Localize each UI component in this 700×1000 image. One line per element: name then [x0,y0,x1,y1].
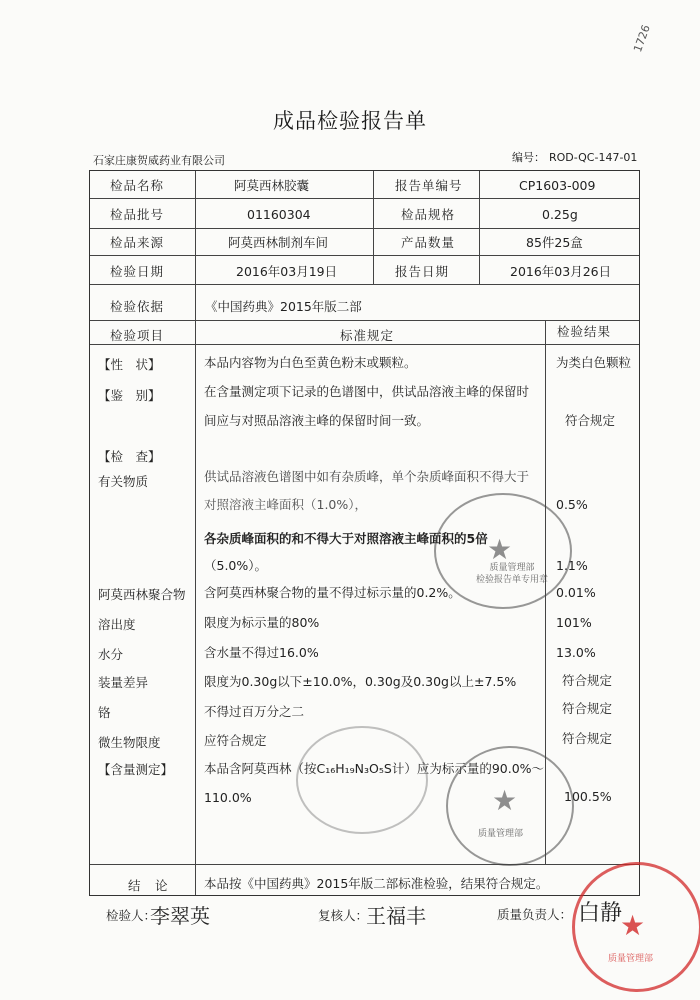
polymer-standard: 含阿莫西林聚合物的量不得过标示量的0.2%。 [204,585,461,600]
company-name: 石家庄康贺威药业有限公司 [93,154,225,167]
test-date-label: 检验日期 [110,264,165,279]
water-standard: 含水量不得过16.0% [204,645,319,660]
dissolution-standard: 限度为标示量的80% [204,615,320,630]
water-result: 13.0% [556,645,596,660]
related-standard-line-2: 对照溶液主峰面积（1.0%）， [204,497,368,512]
water-label: 水分 [98,647,124,662]
test-date-value: 2016年03月19日 [236,264,338,279]
document-number [512,149,641,165]
inspector-signature: 李翠英 [150,904,210,928]
quantity-label: 产品数量 [401,235,456,250]
column-header-standard: 标准规定 [340,328,395,343]
stamp-star-icon: ★ [492,784,518,817]
basis-value: 《中国药典》2015年版二部 [205,299,362,314]
conclusion-text: 本品按《中国药典》2015年版二部标准检验，结果符合规定。 [204,876,549,891]
product-name-label: 检品名称 [110,178,165,193]
product-name-value: 阿莫西林胶囊 [234,178,310,193]
assay-standard-line-1: 本品含阿莫西林（按C₁₆H₁₉N₃O₅S计）应为标示量的90.0%～ [204,761,545,776]
manager-label: 质量负责人： [497,907,573,922]
related-standard-line-3: 各杂质峰面积的和不得大于对照溶液主峰面积的5倍 [204,531,488,546]
chromium-result: 符合规定 [562,701,613,716]
microbial-limit-result: 符合规定 [562,731,613,746]
assay-result: 100.5% [564,789,612,804]
chromium-label: 铬 [98,705,111,720]
report-date-value: 2016年03月26日 [510,264,612,279]
related-standard-line-4: （5.0%）。 [204,558,268,573]
identification-label: 【鉴 别】 [98,388,161,403]
reviewer-label: 复核人： [318,908,369,923]
qa-stamp-text: 质量管理部 [478,829,524,839]
assay-label: 【含量测定】 [98,762,174,777]
batch-value: 01160304 [247,207,311,222]
weight-variation-label: 装量差异 [98,675,149,690]
manager-signature: 白静 [578,901,623,926]
polymer-result: 0.01% [556,585,596,600]
inspector-label: 检验人： [106,908,157,923]
spec-value: 0.25g [542,207,578,222]
appearance-result: 为类白色颗粒 [556,355,632,370]
report-no-label: 报告单编号 [395,178,463,193]
red-stamp-text: 质量管理部 [608,954,654,964]
report-no-value: CP1603-009 [519,178,596,193]
batch-label: 检品批号 [110,207,165,222]
reviewer-signature: 王福丰 [366,904,426,928]
source-label: 检品来源 [110,235,165,250]
basis-label: 检验依据 [110,299,165,314]
spec-label: 检品规格 [401,207,456,222]
chromium-standard: 不得过百万分之二 [204,704,305,719]
related-result-single: 0.5% [556,497,588,512]
weight-variation-result: 符合规定 [562,673,613,688]
column-header-result: 检验结果 [557,324,612,339]
stamp-star-icon: ★ [487,533,513,566]
identification-standard-line-1: 在含量测定项下记录的色谱图中，供试品溶液主峰的保留时 [204,384,530,399]
document-number-value: ROD-QC-147-01 [549,151,638,164]
source-value: 阿莫西林制剂车间 [228,235,329,250]
conclusion-label: 结 论 [128,878,169,893]
appearance-label: 【性 状】 [98,357,161,372]
page-number-note: 1726 [631,23,653,54]
polymer-label: 阿莫西林聚合物 [98,587,186,602]
dissolution-label: 溶出度 [98,617,136,632]
stamp-star-icon: ★ [620,909,646,942]
dissolution-result: 101% [556,615,592,630]
related-standard-line-1: 供试品溶液色谱图中如有杂质峰，单个杂质峰面积不得大于 [204,469,530,484]
quantity-value: 85件25盒 [526,235,583,250]
report-table [89,170,640,896]
related-result-total: 1.1% [556,558,588,573]
assay-standard-line-2: 110.0% [204,790,252,805]
appearance-standard: 本品内容物为白色至黄色粉末或颗粒。 [204,355,417,370]
related-substances-label: 有关物质 [98,474,149,489]
check-label: 【检 查】 [98,449,161,464]
column-header-item: 检验项目 [110,328,165,343]
page-title: 成品检验报告单 [273,109,427,133]
weight-variation-standard: 限度为0.30g以下±10.0%，0.30g及0.30g以上±7.5% [204,674,517,689]
microbial-limit-label: 微生物限度 [98,735,161,750]
report-date-label: 报告日期 [395,264,450,279]
identification-standard-line-2: 间应与对照品溶液主峰的保留时间一致。 [204,413,430,428]
identification-result: 符合规定 [565,413,616,428]
microbial-limit-standard: 应符合规定 [204,733,267,748]
document-number-label: 编号： [512,151,545,164]
qc-stamp-text: 质量管理部 检验报告单专用章 [476,563,549,585]
